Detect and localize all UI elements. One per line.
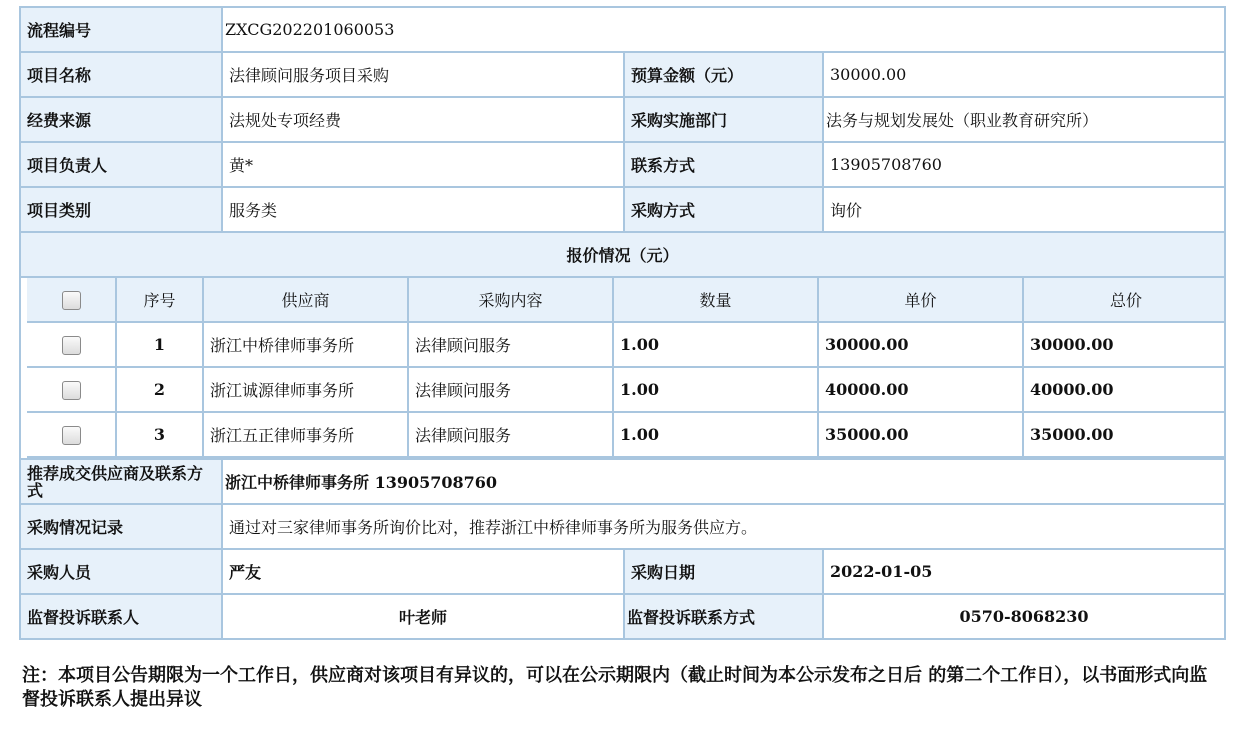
row-unit-price: 30000.00 [818,322,1023,367]
procurement-table [19,6,1226,640]
buyer-label: 采购人员 [21,550,223,595]
row-supplier: 浙江五正律师事务所 [203,412,408,457]
supervisor-contact-value: 0570-8068230 [824,595,1226,640]
row-supplier: 浙江中桥律师事务所 [203,322,408,367]
col-header-no: 序号 [116,278,203,322]
fund-source-value: 法规处专项经费 [223,98,625,143]
supervisor-value: 叶老师 [223,595,625,640]
leader-label: 项目负责人 [21,143,223,188]
row-qty: 1.00 [613,322,818,367]
row-checkbox[interactable] [62,381,81,400]
date-value: 2022-01-05 [824,550,1226,595]
col-header-unit-price: 单价 [818,278,1023,322]
row-no: 2 [116,367,203,412]
recommend-value: 浙江中桥律师事务所 13905708760 [223,460,1226,505]
quote-table [27,278,1226,458]
project-name-label: 项目名称 [21,53,223,98]
row-content: 法律顾问服务 [408,322,613,367]
record-label: 采购情况记录 [21,505,223,550]
row-recommend [21,460,1226,505]
method-label: 采购方式 [625,188,824,233]
dept-value: 法务与规划发展处（职业教育研究所） [824,98,1226,143]
table-row [27,367,1226,412]
row-checkbox-cell[interactable] [27,412,116,457]
row-checkbox[interactable] [62,426,81,445]
supervisor-contact-label: 监督投诉联系方式 [625,595,824,640]
col-header-supplier: 供应商 [203,278,408,322]
record-value: 通过对三家律师事务所询价比对，推荐浙江中桥律师事务所为服务供应方。 [223,505,1226,550]
row-supplier: 浙江诚源律师事务所 [203,367,408,412]
process-no-value: ZXCG202201060053 [223,8,1226,53]
row-project-name [21,53,1226,98]
supervisor-label: 监督投诉联系人 [21,595,223,640]
quote-table-cell [21,278,1226,460]
quote-section-title: 报价情况（元） [21,233,1226,278]
row-content: 法律顾问服务 [408,412,613,457]
fund-source-label: 经费来源 [21,98,223,143]
row-record [21,505,1226,550]
budget-label: 预算金额（元） [625,53,824,98]
select-all-checkbox-cell[interactable] [27,278,116,322]
row-checkbox-cell[interactable] [27,322,116,367]
notice-text: 注：本项目公告期限为一个工作日，供应商对该项目有异议的，可以在公示期限内（截止时间为本公示发布之日后 的第二个工作日），以书面形式向监督投诉联系人提出异议 [22,665,1208,710]
row-total-price: 30000.00 [1023,322,1226,367]
row-unit-price: 35000.00 [818,412,1023,457]
method-value: 询价 [824,188,1226,233]
contact-value: 13905708760 [824,143,1226,188]
process-no-label: 流程编号 [21,8,223,53]
category-value: 服务类 [223,188,625,233]
project-name-value: 法律顾问服务项目采购 [223,53,625,98]
row-category [21,188,1226,233]
row-no: 3 [116,412,203,457]
budget-value: 30000.00 [824,53,1226,98]
row-quote-table [21,278,1226,460]
col-header-content: 采购内容 [408,278,613,322]
col-header-total-price: 总价 [1023,278,1226,322]
row-total-price: 40000.00 [1023,367,1226,412]
row-no: 1 [116,322,203,367]
contact-label: 联系方式 [625,143,824,188]
leader-value: 黄* [223,143,625,188]
procurement-form [19,6,1224,640]
row-process-no [21,8,1226,53]
dept-label: 采购实施部门 [625,98,824,143]
table-row [27,412,1226,457]
row-qty: 1.00 [613,412,818,457]
row-qty: 1.00 [613,367,818,412]
row-total-price: 35000.00 [1023,412,1226,457]
row-buyer [21,550,1226,595]
category-label: 项目类别 [21,188,223,233]
row-supervisor [21,595,1226,640]
select-all-checkbox[interactable] [62,291,81,310]
col-header-qty: 数量 [613,278,818,322]
row-leader [21,143,1226,188]
recommend-label: 推荐成交供应商及联系方式 [21,460,223,505]
table-row [27,322,1226,367]
quote-header-row [27,278,1226,322]
row-quote-title [21,233,1226,278]
row-fund-source [21,98,1226,143]
row-checkbox-cell[interactable] [27,367,116,412]
buyer-value: 严友 [223,550,625,595]
row-content: 法律顾问服务 [408,367,613,412]
date-label: 采购日期 [625,550,824,595]
row-unit-price: 40000.00 [818,367,1023,412]
row-checkbox[interactable] [62,336,81,355]
